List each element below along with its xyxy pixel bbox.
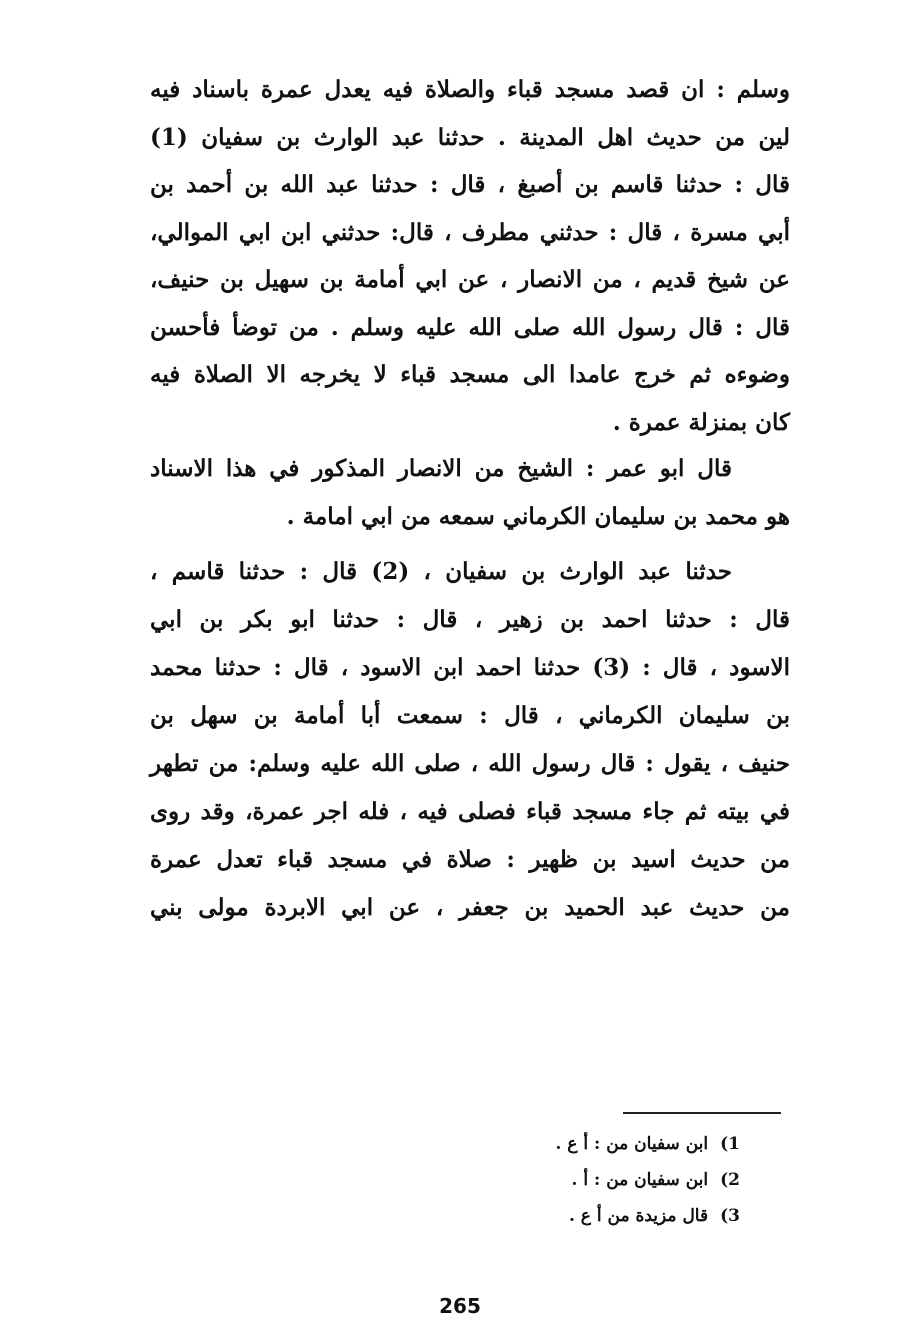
text-line: عن شيخ قديم ، من الانصار ، عن ابي أمامة بن سهيل بن حنيف، (150, 266, 790, 293)
text-line: من حديث عبد الحميد بن جعفر ، عن ابي الابردة مولى بني (150, 894, 790, 921)
footnote-text: ابن سفيان من : أ ع . (555, 1134, 709, 1154)
text-line: حنيف ، يقول : قال رسول الله ، صلى الله عليه وسلم: من تطهر (150, 750, 790, 777)
footnote-number: 1) (720, 1134, 740, 1154)
footnote-text: ابن سفيان من : أ . (571, 1170, 709, 1190)
paragraph-3 (150, 548, 790, 932)
text-line: أبي مسرة ، قال : حدثني مطرف ، قال: حدثني ابن ابي الموالي، (150, 218, 790, 246)
text-line: قال : حدثنا احمد بن زهير ، قال : حدثنا ابو بكر بن ابي (150, 606, 790, 633)
paragraph-2 (150, 445, 790, 541)
text-line: قال : قال رسول الله صلى الله عليه وسلم . من توضأ فأحسن (150, 313, 790, 341)
footnote-3 (555, 1198, 740, 1234)
text-line: في بيته ثم جاء مسجد قباء فصلى فيه ، فله اجر عمرة، وقد روى (150, 798, 790, 825)
text-line: كان بمنزلة عمرة . (612, 408, 790, 436)
text-line: هو محمد بن سليمان الكرماني سمعه من ابي امامة . (286, 503, 790, 530)
footnote-divider (623, 1112, 781, 1114)
text-line: الاسود ، قال : (3) حدثنا احمد ابن الاسود ، قال : حدثنا محمد (150, 654, 790, 681)
footnote-text: قال مزيدة من أ ع . (568, 1206, 709, 1226)
footnote-1 (555, 1126, 740, 1162)
footnote-number: 2) (720, 1170, 740, 1190)
footnotes (555, 1126, 740, 1234)
text-line: قال ابو عمر : الشيخ من الانصار المذكور في هذا الاسناد (150, 455, 732, 482)
text-line: بن سليمان الكرماني ، قال : سمعت أبا أمامة بن سهل بن (150, 702, 790, 729)
text-line: لين من حديث اهل المدينة . حدثنا عبد الوارث بن سفيان (1) (150, 123, 790, 151)
text-line: من حديث اسيد بن ظهير : صلاة في مسجد قباء تعدل عمرة (150, 846, 790, 873)
footnote-number: 3) (720, 1206, 740, 1226)
text-line: وضوءه ثم خرج عامدا الى مسجد قباء لا يخرجه الا الصلاة فيه (150, 361, 790, 388)
text-line: حدثنا عبد الوارث بن سفيان ، (2) قال : حدثنا قاسم ، (150, 558, 732, 585)
paragraph-1 (150, 66, 790, 446)
page-number: 265 (439, 1294, 481, 1318)
footnote-2 (555, 1162, 740, 1198)
text-line: قال : حدثنا قاسم بن أصبغ ، قال : حدثنا عبد الله بن أحمد بن (150, 171, 790, 198)
text-line: وسلم : ان قصد مسجد قباء والصلاة فيه يعدل عمرة باسناد فيه (150, 76, 790, 103)
